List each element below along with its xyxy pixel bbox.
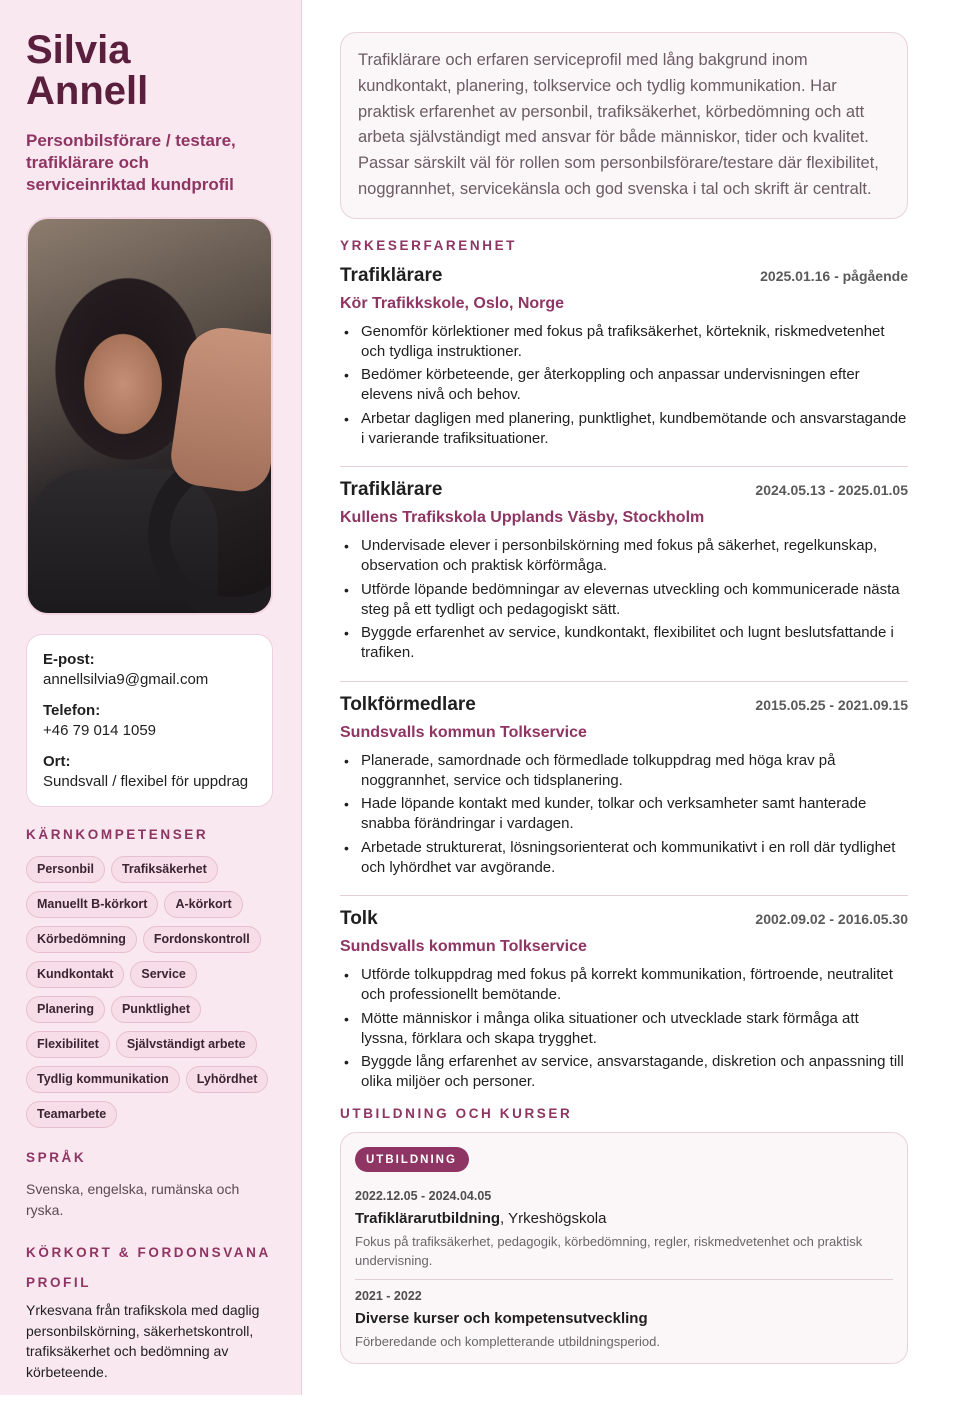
education-card [340, 1132, 908, 1364]
sidebar [0, 0, 302, 1395]
profile-photo [26, 217, 273, 615]
job-bullet: • Arbetar dagligen med planering, punktlighet, kundbemötande och ansvarstagande i varierande trafiksituationer. [340, 409, 908, 449]
job-header [340, 479, 908, 501]
languages-text: Svenska, engelska, rumänska och ryska. [26, 1181, 240, 1218]
education-description: Förberedande och kompletterande utbildningsperiod. [355, 1334, 660, 1350]
skill-chip: Kundkontakt [26, 961, 124, 988]
job-organization: Kullens Trafikskola Upplands Väsby, Stockholm [340, 509, 705, 527]
job-dates: 2024.05.13 - 2025.01.05 [755, 482, 908, 499]
skill-chip: Punktlighet [111, 996, 201, 1023]
phone-label: Telefon: [43, 702, 101, 719]
job-bullet: • Byggde erfarenhet av service, kundkontakt, flexibilitet och lugnt beslutsfattande i trafiken. [340, 623, 908, 663]
education-title: Diverse kurser och kompetensutveckling [355, 1310, 648, 1328]
email-label: E-post: [43, 651, 95, 668]
job-bullets [340, 322, 908, 449]
contact-card [26, 634, 273, 807]
education-item [355, 1189, 893, 1270]
job-bullet: • Genomför körlektioner med fokus på trafiksäkerhet, körteknik, riskmedvetenhet och tydliga instruktioner. [340, 322, 908, 362]
first-name: Silvia [26, 28, 131, 72]
skill-chip: A-körkort [164, 891, 242, 918]
job-bullet: • Mötte människor i många olika situationer och utvecklade stark förmåga att lyssna, förklara och skapa trygghet. [340, 1009, 908, 1049]
location-value: Sundsvall / flexibel för uppdrag [43, 773, 249, 790]
skill-chip: Teamarbete [26, 1101, 117, 1128]
skill-chip: Självständigt arbete [116, 1031, 257, 1058]
job-bullet: • Utförde löpande bedömningar av elevernas utveckling och kommunicerade nästa steg på ett tydligt och pedagogiskt sätt. [340, 580, 908, 620]
job-entry [340, 908, 908, 1092]
education-description: Fokus på trafiksäkerhet, pedagogik, körbedömning, regler, riskmedvetenhet och praktisk undervisning. [355, 1234, 863, 1269]
skills-heading: KÄRNKOMPETENSER [26, 827, 209, 842]
job-bullet: • Byggde lång erfarenhet av service, ansvarstagande, diskretion och anpassning till olika miljöer och personer. [340, 1052, 908, 1092]
job-dates: 2025.01.16 - pågående [760, 267, 908, 284]
skill-chip: Tydlig kommunikation [26, 1066, 180, 1093]
candidate-name [26, 30, 273, 112]
job-bullets [340, 751, 908, 878]
phone-value[interactable]: +46 79 014 1059 [43, 722, 157, 739]
headline: Personbilsförare / testare, trafiklärare och serviceinriktad kundprofil [26, 131, 236, 194]
skill-chip: Planering [26, 996, 105, 1023]
email-value[interactable]: annellsilvia9@gmail.com [43, 671, 209, 688]
education-title-line [355, 1310, 893, 1327]
job-bullets [340, 965, 908, 1092]
main-content [340, 32, 908, 1364]
education-list [355, 1189, 893, 1351]
job-header [340, 908, 908, 930]
skill-chip: Trafiksäkerhet [111, 856, 218, 883]
job-entry [340, 265, 908, 468]
job-title: Trafiklärare [340, 264, 443, 286]
education-title-line [355, 1210, 893, 1227]
skill-chip: Lyhördhet [186, 1066, 269, 1093]
profile-summary: Trafiklärare och erfaren serviceprofil med lång bakgrund inom kundkontakt, planering, tolkservice och tydlig kommunikation. Har praktisk erfarenhet av personbil, trafiksäkerhet, körbedömning och att arbeta självständigt med ansvar för både människor, tider och kvalitet. Passar särskilt väl för rollen som personbilsförare/testare där flexibilitet, noggrannhet, servicekänsla och god svenska i tal och skrift är centralt. [340, 32, 908, 219]
job-entry [340, 694, 908, 897]
education-item [355, 1279, 893, 1351]
job-bullet: • Undervisade elever i personbilskörning med fokus på säkerhet, regelkunskap, observation och praktisk körförmåga. [340, 536, 908, 576]
education-dates: 2022.12.05 - 2024.04.05 [355, 1189, 492, 1204]
skill-chip: Service [130, 961, 196, 988]
education-title: Trafiklärarutbildning [355, 1210, 501, 1228]
license-subheading: PROFIL [26, 1275, 92, 1290]
job-organization: Sundsvalls kommun Tolkservice [340, 723, 587, 741]
skill-chip: Körbedömning [26, 926, 137, 953]
job-entry [340, 479, 908, 682]
job-bullet: • Bedömer körbeteende, ger återkoppling och anpassar undervisningen efter elevens nivå och behov. [340, 365, 908, 405]
license-heading: KÖRKORT & FORDONSVANA [26, 1245, 271, 1260]
experience-heading: YRKESERFARENHET [340, 237, 518, 253]
skills-list [26, 856, 276, 1128]
education-heading: UTBILDNING OCH KURSER [340, 1106, 573, 1122]
education-pill: UTBILDNING [355, 1147, 469, 1172]
job-dates: 2002.09.02 - 2016.05.30 [755, 911, 908, 928]
job-title: Trafiklärare [340, 479, 443, 501]
skill-chip: Manuellt B-körkort [26, 891, 158, 918]
education-school: , Yrkeshögskola [500, 1210, 607, 1228]
skill-chip: Fordonskontroll [143, 926, 261, 953]
job-dates: 2015.05.25 - 2021.09.15 [755, 696, 908, 713]
experience-list [340, 265, 908, 1093]
education-dates: 2021 - 2022 [355, 1289, 422, 1304]
skill-chip: Flexibilitet [26, 1031, 110, 1058]
job-organization: Kör Trafikkskole, Oslo, Norge [340, 294, 565, 312]
location-label: Ort: [43, 753, 71, 770]
last-name: Annell [26, 69, 149, 113]
job-header [340, 265, 908, 287]
job-organization: Sundsvalls kommun Tolkservice [340, 938, 587, 956]
languages-heading: SPRÅK [26, 1150, 87, 1165]
job-title: Tolk [340, 908, 378, 930]
skill-chip: Personbil [26, 856, 105, 883]
job-bullet: • Arbetade strukturerat, lösningsorienterat och kommunikativt i en roll där tydlighet och lyhördhet var avgörande. [340, 838, 908, 878]
job-title: Tolkförmedlare [340, 693, 476, 715]
job-bullet: • Utförde tolkuppdrag med fokus på korrekt kommunikation, förtroende, neutralitet och professionellt bemötande. [340, 965, 908, 1005]
job-header [340, 694, 908, 716]
job-bullet: • Hade löpande kontakt med kunder, tolkar och verksamheter samt hanterade snabba förändringar i vardagen. [340, 794, 908, 834]
job-bullet: • Planerade, samordnade och förmedlade tolkuppdrag med höga krav på noggrannhet, service och tidsplanering. [340, 751, 908, 791]
job-bullets [340, 536, 908, 663]
license-text: Yrkesvana från trafikskola med daglig personbilskörning, säkerhetskontroll, trafiksäkerhet och bedömning av körbeteende. [26, 1302, 260, 1380]
